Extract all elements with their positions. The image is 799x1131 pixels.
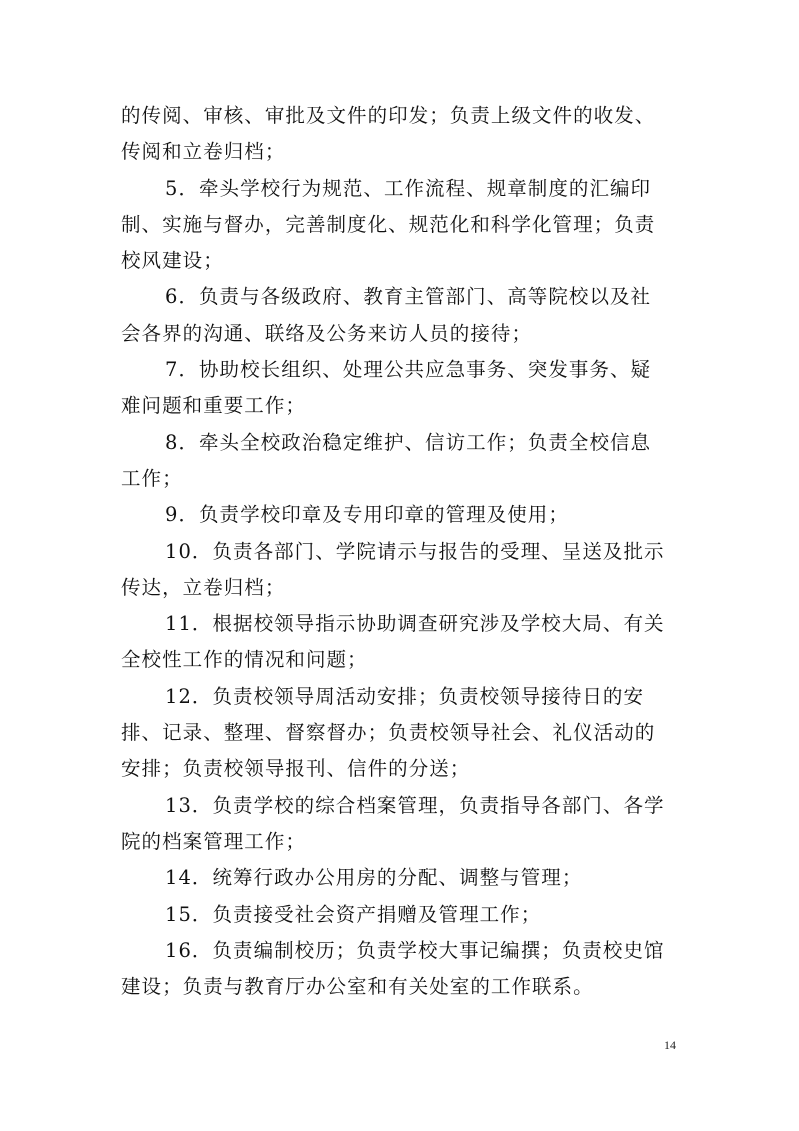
document-body bbox=[121, 98, 686, 1005]
text-line: 的传阅、审核、审批及文件的印发；负责上级文件的收发、 bbox=[121, 104, 656, 127]
text-line: 会各界的沟通、联络及公务来访人员的接待； bbox=[121, 321, 533, 345]
text-line: 校风建设； bbox=[121, 249, 224, 273]
text-line: 制、实施与督办，完善制度化、规范化和科学化管理；负责 bbox=[121, 212, 656, 236]
text-line: 6．负责与各级政府、教育主管部门、高等院校以及社 bbox=[165, 285, 652, 309]
text-line: 全校性工作的情况和问题； bbox=[121, 648, 368, 672]
text-line: 8．牵头全校政治稳定维护、信访工作；负责全校信息 bbox=[165, 430, 652, 454]
text-line: 16．负责编制校历；负责学校大事记编撰；负责校史馆 bbox=[165, 938, 665, 962]
text-line: 14．统筹行政办公用房的分配、调整与管理； bbox=[165, 866, 583, 890]
text-line: 传阅和立卷归档； bbox=[121, 140, 286, 164]
page-number: 14 bbox=[664, 1038, 676, 1052]
text-line: 安排；负责校领导报刊、信件的分送； bbox=[121, 757, 471, 781]
text-line: 9．负责学校印章及专用印章的管理及使用； bbox=[165, 503, 569, 527]
text-line: 5．牵头学校行为规范、工作流程、规章制度的汇编印 bbox=[165, 176, 652, 200]
text-line: 10．负责各部门、学院请示与报告的受理、呈送及批示 bbox=[165, 539, 665, 563]
text-line: 传达，立卷归档； bbox=[121, 575, 286, 599]
text-line: 建设；负责与教育厅办公室和有关处室的工作联系。 bbox=[121, 975, 594, 999]
text-line: 工作； bbox=[121, 466, 183, 490]
text-line: 11．根据校领导指示协助调查研究涉及学校大局、有关 bbox=[165, 612, 665, 636]
text-line: 15．负责接受社会资产捐赠及管理工作； bbox=[165, 902, 542, 926]
text-line: 12．负责校领导周活动安排；负责校领导接待日的安 bbox=[165, 684, 645, 708]
text-line: 院的档案管理工作； bbox=[121, 829, 306, 853]
text-line: 13．负责学校的综合档案管理，负责指导各部门、各学 bbox=[165, 793, 665, 817]
text-line: 排、记录、整理、督察督办；负责校领导社会、礼仪活动的 bbox=[121, 721, 656, 745]
text-line: 7．协助校长组织、处理公共应急事务、突发事务、疑 bbox=[165, 358, 652, 382]
text-line: 难问题和重要工作； bbox=[121, 394, 306, 418]
